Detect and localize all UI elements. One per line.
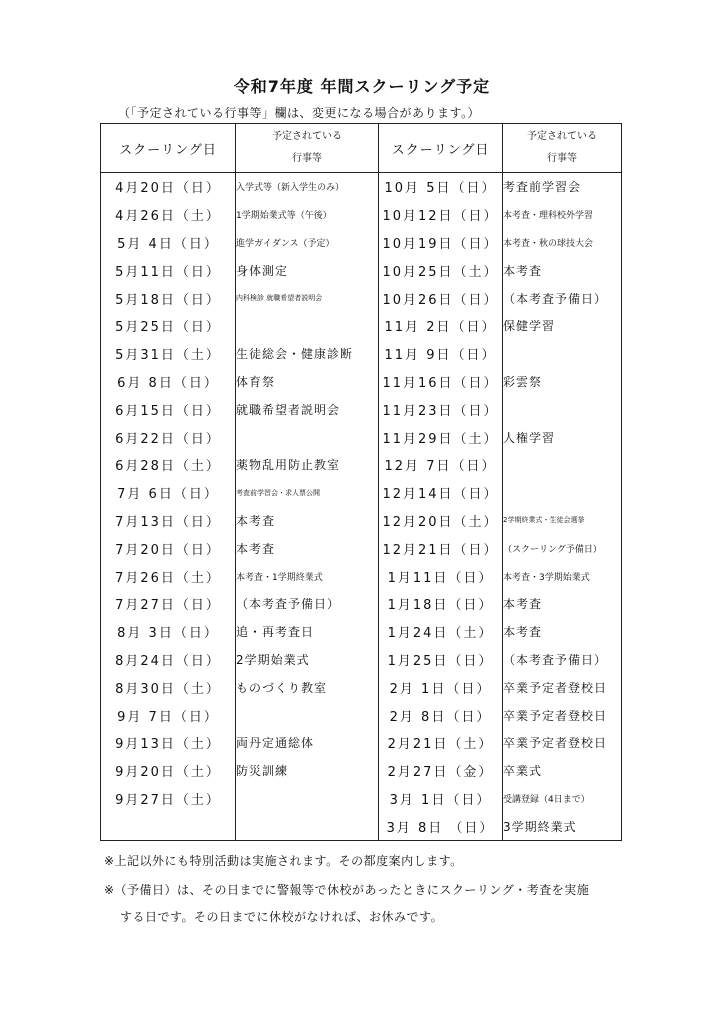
event-left: 入学式等（新入学生のみ） (236, 173, 379, 201)
event-right: 卒業予定者登校日 (503, 729, 622, 757)
schooling-date-left: 5月18日（日） (101, 284, 236, 312)
event-left (236, 785, 379, 813)
schooling-date-right: 2月 1日（日） (379, 673, 503, 701)
event-right: 3学期終業式 (503, 812, 622, 840)
table-row (101, 284, 622, 312)
event-right: 卒業予定者登校日 (503, 701, 622, 729)
schooling-date-left: 6月15日（日） (101, 395, 236, 423)
schooling-date-left: 7月27日（日） (101, 590, 236, 618)
schooling-date-left: 6月28日（土） (101, 451, 236, 479)
table-row (101, 757, 622, 785)
schooling-date-left: 9月 7日（日） (101, 701, 236, 729)
table-row (101, 479, 622, 507)
event-left: 生徒総会・健康診断 (236, 340, 379, 368)
schooling-date-left: 9月13日（土） (101, 729, 236, 757)
header-events (236, 124, 379, 173)
event-left: 内科検診 就職希望者説明会 (236, 284, 379, 312)
header-schooling-date-2: スクーリング日 (379, 124, 503, 173)
schooling-date-left: 5月11日（日） (101, 256, 236, 284)
schooling-date-right: 10月 5日（日） (379, 173, 503, 201)
schooling-date-right: 2月27日（金） (379, 757, 503, 785)
schooling-date-right: 1月11日（日） (379, 562, 503, 590)
event-left: 進学ガイダンス（予定） (236, 229, 379, 257)
schooling-date-left: 7月26日（土） (101, 562, 236, 590)
schooling-date-left: 8月30日（土） (101, 673, 236, 701)
event-left: （本考査予備日） (236, 590, 379, 618)
table-row (101, 201, 622, 229)
event-left: 身体測定 (236, 256, 379, 284)
schooling-date-left (101, 812, 236, 840)
table-row (101, 673, 622, 701)
table-row (101, 312, 622, 340)
change-note: （「予定されている行事等」欄は、変更になる場合があります。） (118, 106, 481, 120)
schooling-date-left: 8月24日（日） (101, 646, 236, 674)
table-row (101, 173, 622, 201)
schooling-date-right: 11月23日（日） (379, 395, 503, 423)
schedule-table (100, 123, 622, 841)
event-right (503, 479, 622, 507)
schooling-date-right: 2月21日（土） (379, 729, 503, 757)
schooling-date-right: 10月26日（日） (379, 284, 503, 312)
event-left: 就職希望者説明会 (236, 395, 379, 423)
event-right (503, 451, 622, 479)
table-row (101, 423, 622, 451)
schooling-date-left: 7月20日（日） (101, 534, 236, 562)
event-right: 卒業式 (503, 757, 622, 785)
event-left (236, 312, 379, 340)
footnote-reserve-day-line1: ※（予備日）は、その日までに警報等で休校があったときにスクーリング・考査を実施 (104, 883, 590, 897)
table-row (101, 451, 622, 479)
schooling-date-right: 1月25日（日） (379, 646, 503, 674)
event-left: 2学期始業式 (236, 646, 379, 674)
event-right: 本考査・秋の球技大会 (503, 229, 622, 257)
table-row (101, 368, 622, 396)
schooling-date-left: 5月31日（土） (101, 340, 236, 368)
header-schooling-date: スクーリング日 (101, 124, 236, 173)
event-right: 保健学習 (503, 312, 622, 340)
event-left: 本考査 (236, 534, 379, 562)
event-right: 2学期終業式・生徒会選挙 (503, 507, 622, 535)
footnote-reserve-day-line2: する日です。その日までに休校がなければ、お休みです。 (120, 910, 444, 924)
event-left: 1学期始業式等（午後） (236, 201, 379, 229)
event-right: 本考査 (503, 618, 622, 646)
schooling-date-right: 1月24日（土） (379, 618, 503, 646)
schooling-date-right: 11月 9日（日） (379, 340, 503, 368)
schooling-date-right: 11月 2日（日） (379, 312, 503, 340)
header-events-line2: 行事等 (292, 153, 322, 164)
schooling-date-right: 12月20日（土） (379, 507, 503, 535)
footnote-special-activities: ※上記以外にも特別活動は実施されます。その都度案内します。 (104, 854, 463, 868)
header-events-2 (503, 124, 622, 173)
table-row (101, 785, 622, 813)
table-header-row (101, 124, 622, 173)
schooling-date-right: 1月18日（日） (379, 590, 503, 618)
schooling-date-left: 6月22日（日） (101, 423, 236, 451)
event-left: 本考査 (236, 507, 379, 535)
schooling-date-right: 10月19日（日） (379, 229, 503, 257)
event-left (236, 812, 379, 840)
schooling-date-right: 11月29日（土） (379, 423, 503, 451)
schooling-date-left: 9月20日（土） (101, 757, 236, 785)
table-row (101, 729, 622, 757)
table-row (101, 229, 622, 257)
event-right: 卒業予定者登校日 (503, 673, 622, 701)
event-left: 考査前学習会・求人票公開 (236, 479, 379, 507)
schooling-date-left: 7月 6日（日） (101, 479, 236, 507)
event-right (503, 395, 622, 423)
schooling-date-left: 5月25日（日） (101, 312, 236, 340)
event-right: 本考査 (503, 590, 622, 618)
event-left (236, 701, 379, 729)
schooling-date-left: 6月 8日（日） (101, 368, 236, 396)
table-row (101, 562, 622, 590)
schooling-date-left: 4月26日（土） (101, 201, 236, 229)
table-row (101, 256, 622, 284)
table-row (101, 618, 622, 646)
event-right: 人権学習 (503, 423, 622, 451)
table-row (101, 340, 622, 368)
table-row (101, 590, 622, 618)
table-row (101, 701, 622, 729)
schooling-date-right: 3月 1日（日） (379, 785, 503, 813)
schooling-date-right: 12月14日（日） (379, 479, 503, 507)
schooling-date-right: 10月12日（日） (379, 201, 503, 229)
event-left: 薬物乱用防止教室 (236, 451, 379, 479)
event-right: （スクーリング予備日） (503, 534, 622, 562)
header-events-2-line2: 行事等 (547, 153, 577, 164)
event-left: 体育祭 (236, 368, 379, 396)
event-right: 本考査 (503, 256, 622, 284)
schooling-date-left: 7月13日（日） (101, 507, 236, 535)
event-right: （本考査予備日） (503, 646, 622, 674)
schooling-date-left: 9月27日（土） (101, 785, 236, 813)
event-left: 両丹定通総体 (236, 729, 379, 757)
table-row (101, 646, 622, 674)
schooling-date-right: 11月16日（日） (379, 368, 503, 396)
header-events-2-line1: 予定されている (527, 131, 597, 142)
event-right: 受講登録（4日まで） (503, 785, 622, 813)
event-left: 防災訓練 (236, 757, 379, 785)
event-right (503, 340, 622, 368)
event-right: 考査前学習会 (503, 173, 622, 201)
schooling-date-right: 2月 8日（日） (379, 701, 503, 729)
event-right: 本考査・3学期始業式 (503, 562, 622, 590)
schooling-date-left: 5月 4日（日） (101, 229, 236, 257)
schooling-date-right: 10月25日（土） (379, 256, 503, 284)
table-row (101, 395, 622, 423)
page-title: 令和7年度 年間スクーリング予定 (233, 77, 491, 96)
event-right: （本考査予備日） (503, 284, 622, 312)
event-right: 本考査・理科校外学習 (503, 201, 622, 229)
event-left: 本考査・1学期終業式 (236, 562, 379, 590)
event-left: 追・再考査日 (236, 618, 379, 646)
table-row (101, 507, 622, 535)
event-left (236, 423, 379, 451)
schooling-date-right: 12月21日（日） (379, 534, 503, 562)
event-left: ものづくり教室 (236, 673, 379, 701)
schooling-date-left: 8月 3日（日） (101, 618, 236, 646)
schooling-date-right: 12月 7日（日） (379, 451, 503, 479)
header-events-line1: 予定されている (272, 131, 342, 142)
schooling-date-left: 4月20日（日） (101, 173, 236, 201)
table-row (101, 812, 622, 840)
schooling-date-right: 3月 8日 （日） (379, 812, 503, 840)
event-right: 彩雲祭 (503, 368, 622, 396)
table-row (101, 534, 622, 562)
